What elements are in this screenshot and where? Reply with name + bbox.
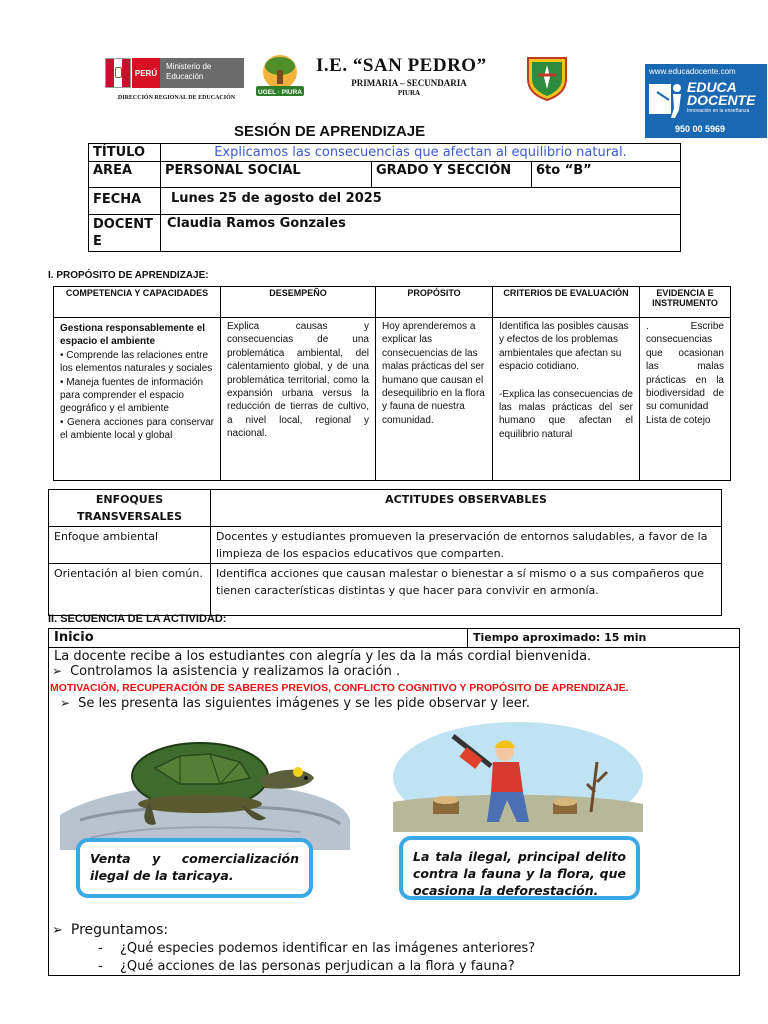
enfoques-header: ENFOQUES TRANSVERSALES — [49, 490, 211, 527]
arrow-bullet-icon: ➢ — [52, 664, 63, 678]
grado-value: 6to “B” — [532, 162, 681, 188]
evidencia-text: . Escribe consecuencias que ocasionan las malas prácticas en la biodiversidad de su comunidad — [646, 321, 724, 413]
school-crest-icon — [524, 55, 570, 101]
ugel-logo-icon — [252, 52, 308, 100]
images-instruction: ➢ Se les presenta las siguientes imágenes y se les pide observar y leer. — [60, 696, 530, 711]
educa-phone: 950 00 5969 — [675, 124, 726, 134]
turtle-illustration — [60, 720, 350, 850]
header-desempeno: DESEMPEÑO — [221, 287, 376, 318]
attendance-item: ➢ Controlamos la asistencia y realizamos la oración . — [52, 664, 401, 679]
area-value: PERSONAL SOCIAL — [161, 162, 372, 188]
teacher-figure-icon — [649, 80, 685, 120]
area-label: AREA — [89, 162, 161, 188]
school-city: PIURA — [397, 89, 421, 97]
titulo-value: Explicamos las consecuencias que afectan al equilibrio natural. — [161, 144, 681, 162]
educa-line2: DOCENTE — [687, 92, 756, 108]
proposito-cell: Hoy aprenderemos a explicar las consecuencias de las malas prácticas del ser humano que causan el desequilibrio en la flora y fauna de nuestra comunidad. — [376, 318, 493, 481]
preguntamos-heading: ➢ Preguntamos: — [52, 922, 169, 938]
header-evidencia: EVIDENCIA E INSTRUMENTO — [640, 287, 731, 318]
instrumento-text: Lista de cotejo — [646, 414, 711, 426]
grado-label: GRADO Y SECCIÓN — [372, 162, 532, 188]
proposito-table — [53, 286, 731, 481]
session-title: SESIÓN DE APRENDIZAJE — [234, 123, 426, 140]
header-criterios: CRITERIOS DE EVALUACIÓN — [493, 287, 640, 318]
competencia-item: • Comprende las relaciones entre los elementos naturales y sociales — [60, 349, 213, 375]
logger-illustration — [393, 722, 643, 832]
school-levels: PRIMARIA – SECUNDARIA — [351, 78, 467, 88]
criterio-item: -Explica las consecuencias de las malas prácticas del ser humano que afectan el equilibrio natural — [499, 388, 633, 440]
competencia-item: • Maneja fuentes de información para comprender el espacio geográfico y el ambiente — [60, 376, 204, 415]
section1-title: I. PROPÓSITO DE APRENDIZAJE: — [48, 270, 209, 281]
educa-tagline: Innovación en la enseñanza — [687, 108, 750, 114]
section2-title: II. SECUENCIA DE LA ACTIVIDAD: — [48, 613, 227, 625]
competencia-item: • Genera acciones para conservar el ambiente local y global — [60, 416, 214, 442]
actitud-text: Docentes y estudiantes promueven la preservación de entornos saludables, a favor de la limpieza de los espacios educativos que comparten. — [211, 527, 722, 564]
regional-direction: DIRECCIÓN REGIONAL DE EDUCACIÓN — [117, 95, 236, 101]
evidencia-cell — [640, 318, 731, 481]
enfoque-name: Enfoque ambiental — [49, 527, 211, 564]
motivation-heading: MOTIVACIÓN, RECUPERACIÓN DE SABERES PREVIOS, CONFLICTO COGNITIVO Y PROPÓSITO DE APRENDIZAJE. — [50, 682, 629, 694]
caption-taricaya: Venta y comercialización ilegal de la taricaya. — [76, 838, 313, 898]
criterios-cell — [493, 318, 640, 481]
enfoques-table — [48, 489, 722, 616]
session-info-table — [88, 143, 681, 252]
docente-label: DOCENT E — [89, 215, 161, 252]
tiempo-label: Tiempo aproximado: 15 min — [473, 631, 647, 644]
welcome-text: La docente recibe a los estudiantes con alegría y les da la más cordial bienvenida. — [54, 649, 592, 664]
fecha-value: Lunes 25 de agosto del 2025 — [161, 188, 681, 215]
arrow-bullet-icon: ➢ — [52, 923, 63, 938]
school-name: I.E. “SAN PEDRO” — [316, 55, 487, 76]
question-item: - ¿Qué acciones de las personas perjudican a la flora y fauna? — [98, 959, 515, 974]
question-item: - ¿Qué especies podemos identificar en las imágenes anteriores? — [98, 941, 536, 956]
titulo-label: TÍTULO — [89, 144, 161, 162]
educa-docente-logo — [645, 64, 767, 138]
desempeno-cell: Explica causas y consecuencias de una problemática ambiental, del calentamiento global, y de una problemática territorial, como la expansión urbana versus la reducción de tierras de cultivo, a nivel local, regional y nacional. — [221, 318, 376, 481]
caption-tala-ilegal: La tala ilegal, principal delito contra la fauna y la flora, que ocasiona la deforestación. — [399, 836, 640, 900]
fecha-label: FECHA — [89, 188, 161, 215]
educa-url: www.educadocente.com — [649, 67, 736, 76]
educa-line1: EDUCA — [687, 79, 737, 95]
actitudes-header: ACTITUDES OBSERVABLES — [211, 490, 722, 527]
actitud-text: Identifica acciones que causan malestar o bienestar a sí mismo o a sus compañeros que tienen características distintas y que hacer para convivir en armonía. — [211, 564, 722, 616]
header-proposito: PROPÓSITO — [376, 287, 493, 318]
criterio-item: Identifica las posibles causas y efectos de los problemas ambientales que afectan su espacio cotidiano. — [499, 321, 629, 373]
competencia-cell — [54, 318, 221, 481]
competencia-title: Gestiona responsablemente el espacio el ambiente — [60, 323, 206, 348]
ugel-label: UGEL · PIURA — [258, 89, 302, 96]
arrow-bullet-icon: ➢ — [60, 696, 71, 710]
ministry-label: Ministerio de Educación — [160, 58, 244, 88]
enfoque-name: Orientación al bien común. — [49, 564, 211, 616]
docente-value: Claudia Ramos Gonzales — [161, 215, 681, 252]
header-competencia: COMPETENCIA Y CAPACIDADES — [54, 287, 221, 318]
inicio-label: Inicio — [54, 630, 94, 645]
peru-flag-icon — [105, 58, 131, 88]
peru-label: PERÚ — [132, 58, 160, 88]
